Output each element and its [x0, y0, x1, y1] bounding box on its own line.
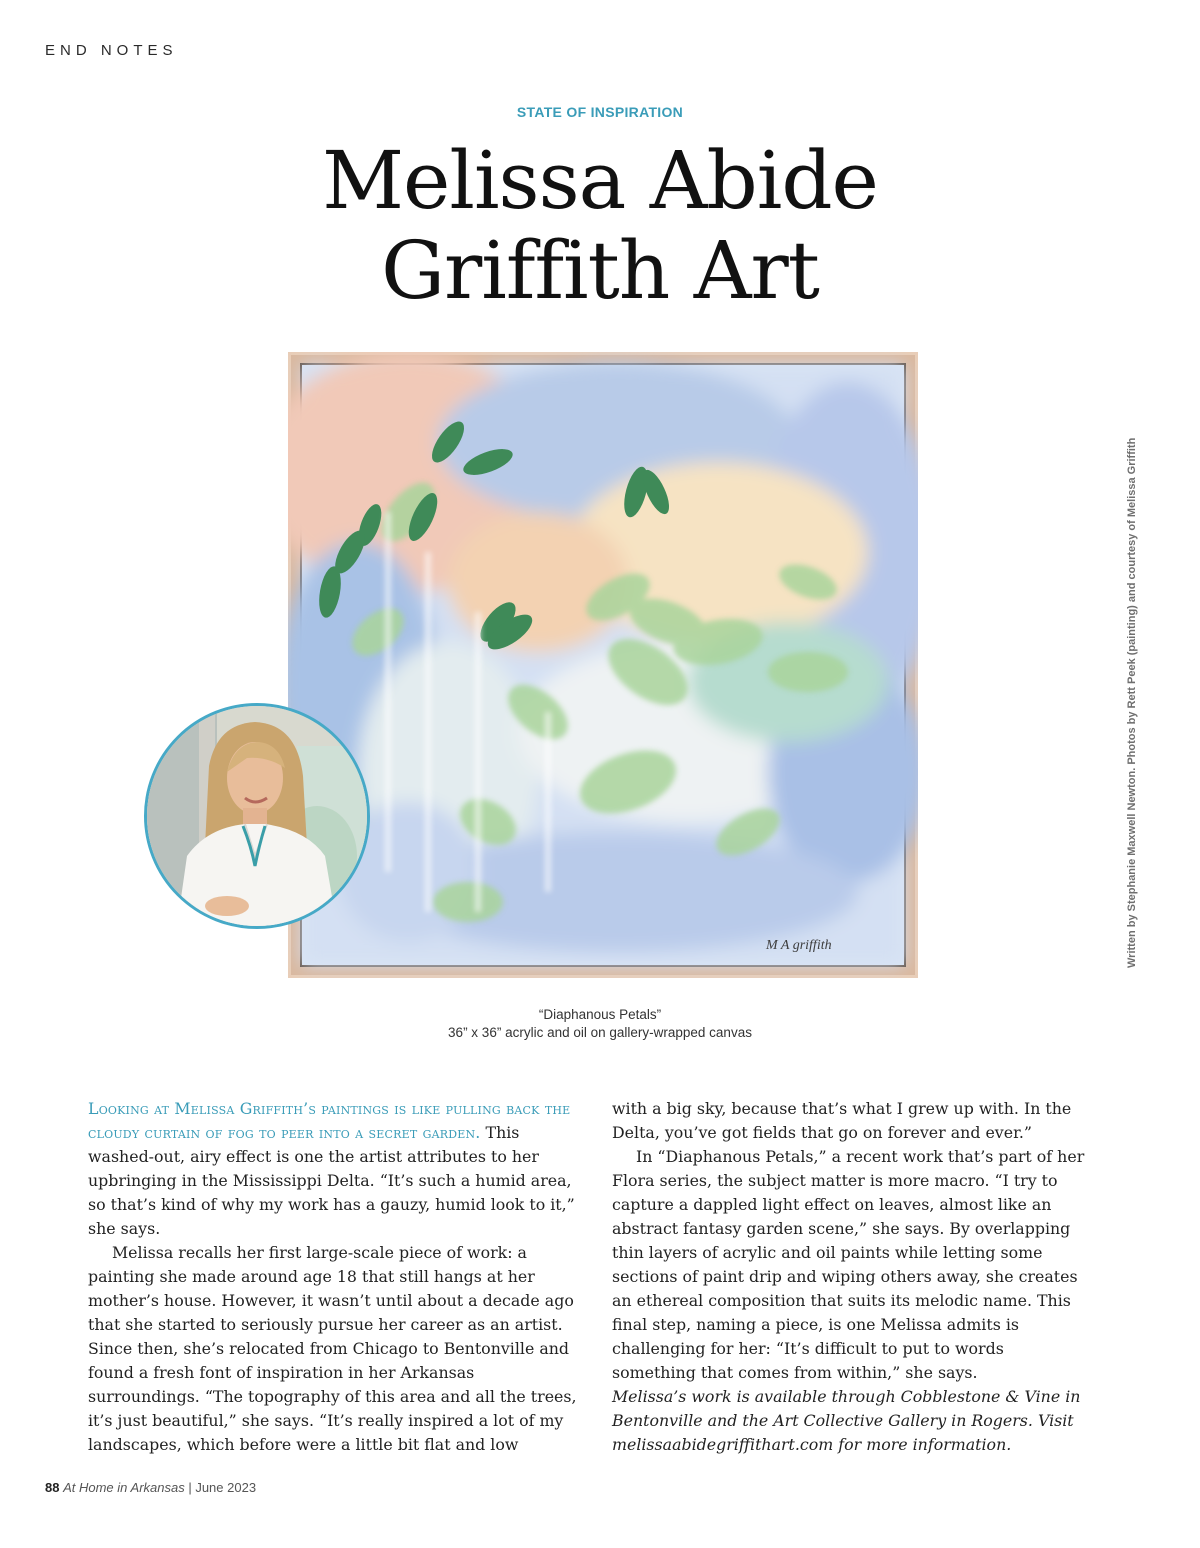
section-label: END NOTES	[45, 42, 178, 59]
caption-title: “Diaphanous Petals”	[538, 1007, 662, 1022]
painting-image	[288, 352, 918, 978]
title-line-2: Griffith Art	[381, 224, 819, 317]
article-paragraph-2: Melissa recalls her first large-scale piece of work: a painting she made around age 18 that still hangs at her mother’s house. However, it wasn’t until about a decade ago that she started to seriously pursue her career as an artist. Since then, she’s relocated from Chicago to Bentonville and found a fresh font of inspiration in her Arkansas surroundings. “The topography of this area and all the trees, it’s just beautiful,” she says. “It’s really inspired a lot of my landscapes, which before were a little bit flat and low	[88, 1243, 577, 1454]
photo-credit: Written by Stephanie Maxwell Newton. Photos by Rett Peek (painting) and courtesy of Melissa Griffith	[1126, 437, 1138, 968]
publication-name: At Home in Arkansas	[63, 1480, 185, 1495]
paragraph-1-body: This washed-out, airy effect is one the artist attributes to her upbringing in the Mississippi Delta. “It’s such a humid area, so that’s kind of why my work has a gauzy, humid look to it,” she says.	[88, 1123, 575, 1238]
article-column-right	[612, 1097, 1090, 1457]
footer-separator: |	[184, 1480, 196, 1495]
article-closing-note: Melissa’s work is available through Cobblestone & Vine in Bentonville and the Art Collective Gallery in Rogers. Visit melissaabidegriffithart.com for more information.	[612, 1387, 1081, 1454]
lead-in: Looking at Melissa Griffith’s paintings is like pulling back the cloudy curtain of fog to peer into a secret garden.	[88, 1099, 571, 1142]
caption-details: 36” x 36” acrylic and oil on gallery-wrapped canvas	[448, 1025, 752, 1040]
page-number: 88	[45, 1480, 60, 1495]
article-paragraph-1	[88, 1097, 584, 1241]
page-footer	[45, 1480, 256, 1495]
title-line-1: Melissa Abide	[322, 134, 878, 227]
artist-portrait	[144, 703, 370, 929]
kicker: STATE OF INSPIRATION	[516, 104, 684, 120]
painting-caption	[0, 1006, 1200, 1042]
article-paragraph-3: In “Diaphanous Petals,” a recent work that’s part of her Flora series, the subject matter is more macro. “I try to capture a dappled light effect on leaves, almost like an abstract fantasy garden scene,” she says. By overlapping thin layers of acrylic and oil paints while letting some sections of paint drip and wiping others away, she creates an ethereal composition that suits its melodic name. This final step, naming a piece, is one Melissa admits is challenging for her: “It’s difficult to put to words something that comes from within,” she says.	[612, 1147, 1085, 1382]
article-paragraph-2-continued: with a big sky, because that’s what I grew up with. In the Delta, you’ve got fields that go on forever and ever.”	[612, 1099, 1072, 1142]
painting-signature: M A griffith	[766, 938, 832, 953]
page-title	[0, 136, 1200, 316]
article-column-left	[88, 1097, 584, 1457]
issue-date: June 2023	[195, 1480, 257, 1495]
